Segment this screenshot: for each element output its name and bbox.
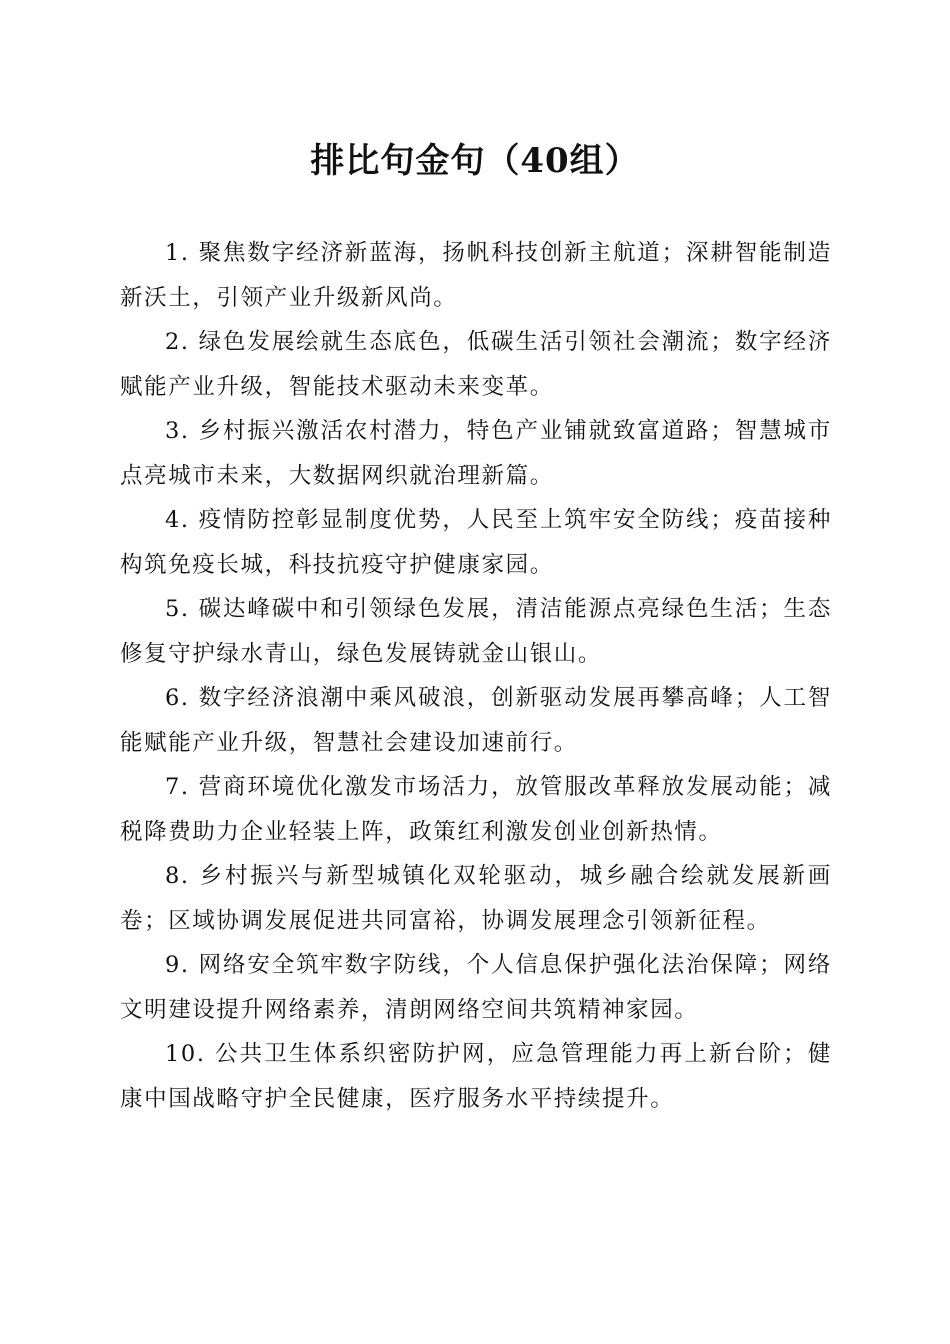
paragraph-1: 1. 聚焦数字经济新蓝海，扬帆科技创新主航道；深耕智能制造新沃土，引领产业升级新风尚。 [120, 240, 832, 311]
paragraph-5: 5. 碳达峰碳中和引领绿色发展，清洁能源点亮绿色生活；生态修复守护绿水青山，绿色发展铸就金山银山。 [120, 596, 832, 667]
document-body [120, 231, 832, 1121]
paragraph-6: 6. 数字经济浪潮中乘风破浪，创新驱动发展再攀高峰；人工智能赋能产业升级，智慧社会建设加速前行。 [120, 685, 832, 756]
paragraph-8: 8. 乡村振兴与新型城镇化双轮驱动，城乡融合绘就发展新画卷；区域协调发展促进共同富裕，协调发展理念引领新征程。 [120, 863, 832, 934]
paragraph-2: 2. 绿色发展绘就生态底色，低碳生活引领社会潮流；数字经济赋能产业升级，智能技术驱动未来变革。 [120, 329, 832, 400]
paragraph-9: 9. 网络安全筑牢数字防线，个人信息保护强化法治保障；网络文明建设提升网络素养，清朗网络空间共筑精神家园。 [120, 952, 832, 1023]
paragraph-4: 4. 疫情防控彰显制度优势，人民至上筑牢安全防线；疫苗接种构筑免疫长城，科技抗疫守护健康家园。 [120, 507, 832, 578]
page-title: 排比句金句（40组） [310, 141, 640, 181]
paragraph-10: 10. 公共卫生体系织密防护网，应急管理能力再上新台阶；健康中国战略守护全民健康，医疗服务水平持续提升。 [120, 1041, 832, 1112]
paragraph-7: 7. 营商环境优化激发市场活力，放管服改革释放发展动能；减税降费助力企业轻装上阵，政策红利激发创业创新热情。 [120, 774, 832, 845]
paragraph-3: 3. 乡村振兴激活农村潜力，特色产业铺就致富道路；智慧城市点亮城市未来，大数据网织就治理新篇。 [120, 418, 832, 489]
